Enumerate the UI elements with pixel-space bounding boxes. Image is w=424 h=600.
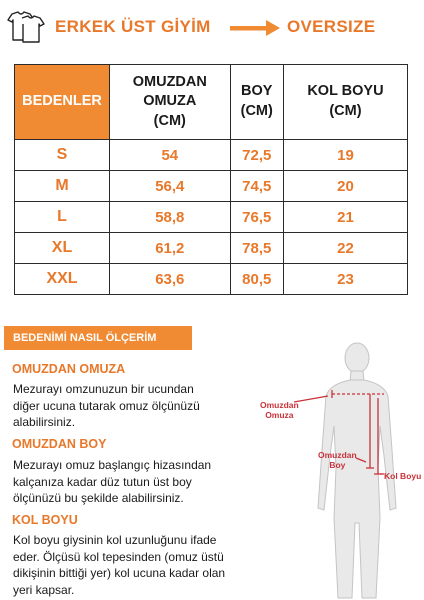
table-row — [15, 233, 408, 264]
value-cell: 63,6 — [110, 264, 231, 295]
text-line: Mezurayı omzunuzun bir ucundan — [13, 382, 194, 396]
value-cell: 72,5 — [230, 140, 283, 171]
page-header — [0, 0, 424, 58]
text-line: dikişinin bittiği yer) kol ucuna kadar olan — [13, 566, 226, 580]
size-cell: L — [15, 202, 110, 233]
value-cell: 61,2 — [110, 233, 231, 264]
value-cell: 21 — [283, 202, 407, 233]
col-header-sleeve — [283, 65, 407, 140]
sleeve-label: Kol Boyu — [384, 471, 422, 481]
guide-title-bar: BEDENİMİ NASIL ÖLÇERİM — [4, 326, 192, 350]
tshirt-icon — [4, 10, 46, 44]
section-text-shoulder — [13, 381, 239, 431]
size-cell: M — [15, 171, 110, 202]
shoulder-label — [260, 400, 299, 420]
value-cell: 56,4 — [110, 171, 231, 202]
header-line: BOY — [241, 83, 273, 100]
value-cell: 23 — [283, 264, 407, 295]
value-cell: 20 — [283, 171, 407, 202]
size-cell: S — [15, 140, 110, 171]
section-text-length — [13, 457, 239, 507]
size-cell: XXL — [15, 264, 110, 295]
section-title-sleeve: KOL BOYU — [12, 513, 78, 527]
text-line: Kol boyu giysinin kol uzunluğunu ifade — [13, 533, 217, 547]
section-title-length: OMUZDAN BOY — [12, 437, 107, 451]
header-line: KOL BOYU — [307, 83, 384, 100]
col-header-length — [230, 65, 283, 140]
value-cell: 19 — [283, 140, 407, 171]
text-line: diğer ucuna tutarak omuz ölçünüzü — [13, 398, 200, 413]
value-cell: 22 — [283, 233, 407, 264]
size-cell: XL — [15, 233, 110, 264]
header-left-title: ERKEK ÜST GİYİM — [55, 17, 211, 36]
text-line: alabilirsiniz. — [13, 415, 76, 429]
arrow-right-icon — [230, 19, 280, 37]
size-table — [14, 64, 408, 295]
table-corner-header: BEDENLER — [15, 65, 110, 140]
value-cell: 74,5 — [230, 171, 283, 202]
value-cell: 80,5 — [230, 264, 283, 295]
col-header-shoulder — [110, 65, 231, 140]
table-row — [15, 264, 408, 295]
label-line: Omuzdan — [260, 400, 299, 410]
header-line: OMUZA — [143, 93, 197, 110]
value-cell: 76,5 — [230, 202, 283, 233]
table-header-row — [15, 65, 408, 140]
header-line: (CM) — [240, 103, 273, 119]
table-row — [15, 171, 408, 202]
header-right-title: OVERSIZE — [287, 17, 376, 36]
length-label — [318, 450, 357, 470]
text-line: kalçanıza kadar düz tutun üst boy — [13, 474, 192, 489]
header-line: OMUZDAN — [132, 73, 207, 90]
label-line: Boy — [329, 460, 346, 470]
value-cell: 78,5 — [230, 233, 283, 264]
value-cell: 58,8 — [110, 202, 231, 233]
table-row — [15, 140, 408, 171]
header-line: (CM) — [329, 103, 362, 119]
label-line: Omuzdan — [318, 450, 357, 460]
text-line: eder. Ölçüsü kol tepesinden (omuz üstü — [13, 549, 224, 564]
text-line: ölçünüzü bu şekilde alabilirsiniz. — [13, 491, 184, 505]
value-cell: 54 — [110, 140, 231, 171]
header-line: (CM) — [153, 112, 186, 129]
body-measurement-figure — [260, 338, 424, 600]
section-title-shoulder: OMUZDAN OMUZA — [12, 362, 126, 376]
label-line: Omuza — [265, 410, 294, 420]
text-line: yeri kapsar. — [13, 582, 75, 597]
text-line: Mezurayı omuz başlangıç hizasından — [13, 458, 212, 472]
table-row — [15, 202, 408, 233]
section-text-sleeve — [13, 532, 239, 598]
